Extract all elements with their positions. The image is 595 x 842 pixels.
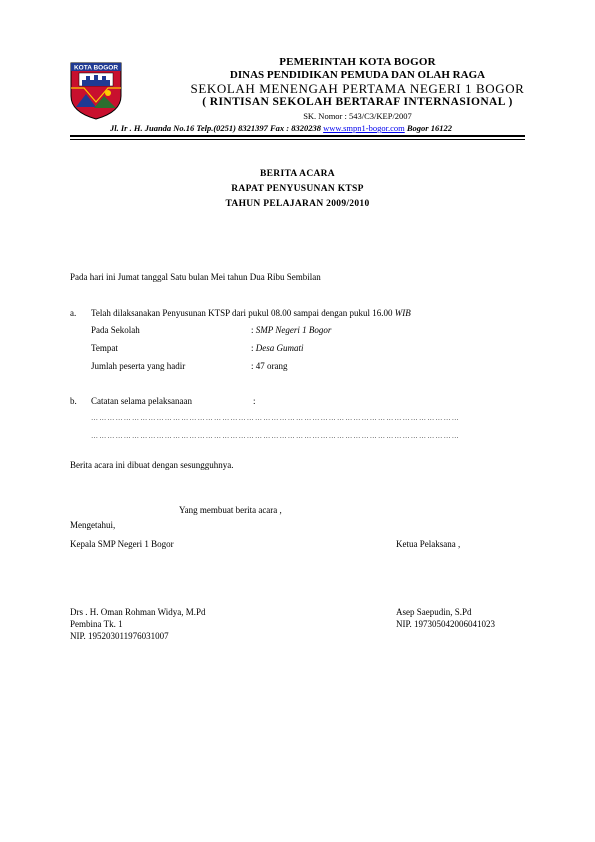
item-b-sep: :: [253, 396, 256, 406]
acknowledged-caption: Mengetahui,: [70, 520, 116, 530]
item-a-time-zone: WIB: [394, 308, 411, 318]
item-b-label: Catatan selama pelaksanaan: [91, 396, 192, 406]
school-value: SMP Negeri 1 Bogor: [255, 325, 332, 335]
right-signer-nip: NIP. 197305042006041023: [396, 619, 496, 629]
kota-bogor-shield-icon: [70, 62, 122, 120]
letterhead-rule-thin: [70, 139, 525, 140]
field-sep: :: [251, 343, 254, 353]
letterhead-program: ( RINTISAN SEKOLAH BERTARAF INTERNASIONAL ): [202, 96, 513, 108]
logo-text: KOTA BOGOR: [73, 64, 119, 72]
field-sep: :: [251, 325, 254, 335]
item-a-marker: a.: [70, 308, 77, 318]
item-b-marker: b.: [70, 396, 77, 406]
notes-dotted-line-1: ………………………………………………………………………………………………………………………: [91, 414, 460, 422]
field-value-place: [251, 343, 304, 353]
left-signer-rank: Pembina Tk. 1: [70, 619, 123, 629]
letterhead-rule-thick: [70, 135, 525, 137]
kota-bogor-logo: [70, 62, 122, 120]
field-label-school: Pada Sekolah: [91, 325, 140, 335]
letterhead-government: PEMERINTAH KOTA BOGOR: [279, 56, 436, 68]
address-text: Jl. Ir . H. Juanda No.16 Telp.(0251) 8321397 Fax : 8320238: [110, 123, 322, 133]
maker-caption: Yang membuat berita acara ,: [179, 505, 282, 515]
document-title: BERITA ACARA: [260, 169, 335, 179]
place-value: Desa Gumati: [255, 343, 304, 353]
left-signer-name: Drs . H. Oman Rohman Widya, M.Pd: [70, 607, 206, 617]
right-signer-role: Ketua Pelaksana ,: [396, 539, 461, 549]
field-label-place: Tempat: [91, 343, 118, 353]
letterhead-sk-number: SK. Nomor : 543/C3/KEP/2007: [303, 111, 412, 121]
website-link[interactable]: www.smpn1-bogor.com: [323, 123, 405, 133]
participants-value: 47 orang: [255, 361, 288, 371]
letterhead-address: [110, 123, 452, 133]
notes-dotted-line-2: ………………………………………………………………………………………………………………………: [91, 432, 460, 440]
letterhead-department: DINAS PENDIDIKAN PEMUDA DAN OLAH RAGA: [229, 69, 486, 81]
left-signer-nip: NIP. 195203011976031007: [70, 631, 169, 641]
field-sep: :: [251, 361, 254, 371]
document-subtitle: RAPAT PENYUSUNAN KTSP: [231, 184, 364, 194]
left-signer-role: Kepala SMP Negeri 1 Bogor: [70, 539, 174, 549]
address-city: Bogor 16122: [406, 123, 452, 133]
item-a-text: [91, 308, 411, 318]
field-value-participants: [251, 361, 288, 371]
document-year: TAHUN PELAJARAN 2009/2010: [225, 199, 370, 209]
field-value-school: [251, 325, 331, 335]
right-signer-name: Asep Saepudin, S.Pd: [396, 607, 472, 617]
closing-statement: Berita acara ini dibuat dengan sesungguhnya.: [70, 460, 234, 470]
opening-sentence: Pada hari ini Jumat tanggal Satu bulan Mei tahun Dua Ribu Sembilan: [70, 272, 321, 282]
letterhead-school-name: SEKOLAH MENENGAH PERTAMA NEGERI 1 BOGOR: [190, 81, 525, 96]
field-label-participants: Jumlah peserta yang hadir: [91, 361, 186, 371]
item-a-statement: Telah dilaksanakan Penyusunan KTSP dari pukul 08.00 sampai dengan pukul 16.00: [91, 308, 393, 318]
